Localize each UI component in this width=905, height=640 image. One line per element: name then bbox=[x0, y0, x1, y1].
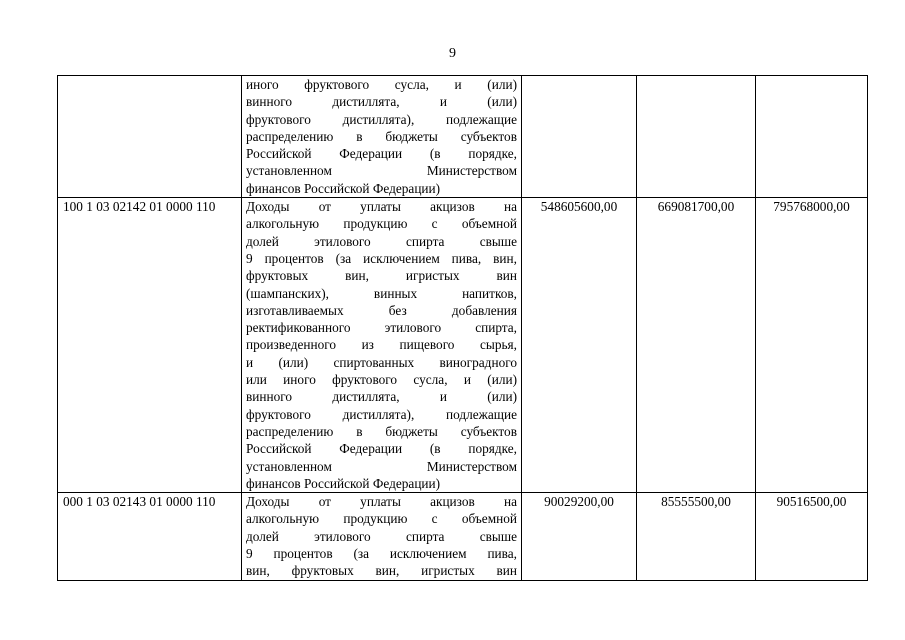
revenue-name-line: или иного фруктового сусла, и (или) bbox=[246, 372, 517, 388]
revenue-code-cell: 100 1 03 02142 01 0000 110 bbox=[58, 198, 242, 493]
revenue-name-cell bbox=[242, 76, 522, 198]
amount-year-3-cell bbox=[756, 76, 868, 198]
revenue-name-line: алкогольную продукцию с объемной bbox=[246, 511, 517, 527]
revenue-name-line: винного дистиллята, и (или) bbox=[246, 94, 517, 110]
amount-year-2-cell: 669081700,00 bbox=[637, 198, 756, 493]
revenue-code-cell bbox=[58, 76, 242, 198]
revenue-name-line: установленном Министерством bbox=[246, 458, 517, 474]
amount-year-3-cell: 795768000,00 bbox=[756, 198, 868, 493]
amount-year-2-cell: 85555500,00 bbox=[637, 493, 756, 580]
revenue-name-line: Российской Федерации (в порядке, bbox=[246, 441, 517, 457]
revenue-name-line: алкогольную продукцию с объемной bbox=[246, 216, 517, 232]
revenue-name-line: фруктовых вин, игристых вин bbox=[246, 268, 517, 284]
revenue-name-line: (шампанских), винных напитков, bbox=[246, 285, 517, 301]
revenue-name-cell bbox=[242, 198, 522, 493]
table-row bbox=[58, 493, 868, 580]
revenue-name-line: винного дистиллята, и (или) bbox=[246, 389, 517, 405]
amount-year-3-cell: 90516500,00 bbox=[756, 493, 868, 580]
revenue-name-line: распределению в бюджеты субъектов bbox=[246, 423, 517, 439]
amount-year-1-cell: 90029200,00 bbox=[522, 493, 637, 580]
revenue-name-line: и (или) спиртованных виноградного bbox=[246, 354, 517, 370]
revenue-code-cell: 000 1 03 02143 01 0000 110 bbox=[58, 493, 242, 580]
revenue-name-cell bbox=[242, 493, 522, 580]
revenue-name-line: 9 процентов (за исключением пива, вин, bbox=[246, 250, 517, 266]
revenue-name-line: Доходы от уплаты акцизов на bbox=[246, 494, 517, 510]
revenue-name-line: иного фруктового сусла, и (или) bbox=[246, 77, 517, 92]
revenue-name-line: ректификованного этилового спирта, bbox=[246, 320, 517, 336]
page-number: 9 bbox=[449, 46, 456, 61]
revenue-name-line: долей этилового спирта свыше bbox=[246, 233, 517, 249]
revenue-name-line: финансов Российской Федерации) bbox=[246, 180, 441, 196]
revenue-name-line: фруктового дистиллята), подлежащие bbox=[246, 111, 517, 127]
revenue-name-line: Российской Федерации (в порядке, bbox=[246, 146, 517, 162]
revenue-name-line: вин, фруктовых вин, игристых вин bbox=[246, 563, 517, 579]
revenue-name-line: 9 процентов (за исключением пива, bbox=[246, 546, 517, 562]
table-row bbox=[58, 76, 868, 198]
revenue-name-line: фруктового дистиллята), подлежащие bbox=[246, 406, 517, 422]
amount-year-1-cell: 548605600,00 bbox=[522, 198, 637, 493]
table-row bbox=[58, 198, 868, 493]
revenue-name-line: Доходы от уплаты акцизов на bbox=[246, 199, 517, 215]
revenue-name-line: распределению в бюджеты субъектов bbox=[246, 128, 517, 144]
revenue-name-line: произведенного из пищевого сырья, bbox=[246, 337, 517, 353]
revenue-name-line: изготавливаемых без добавления bbox=[246, 302, 517, 318]
budget-revenue-table bbox=[57, 75, 868, 581]
amount-year-2-cell bbox=[637, 76, 756, 198]
amount-year-1-cell bbox=[522, 76, 637, 198]
revenue-name-line: установленном Министерством bbox=[246, 163, 517, 179]
revenue-name-line: финансов Российской Федерации) bbox=[246, 475, 441, 491]
revenue-name-line: долей этилового спирта свыше bbox=[246, 528, 517, 544]
